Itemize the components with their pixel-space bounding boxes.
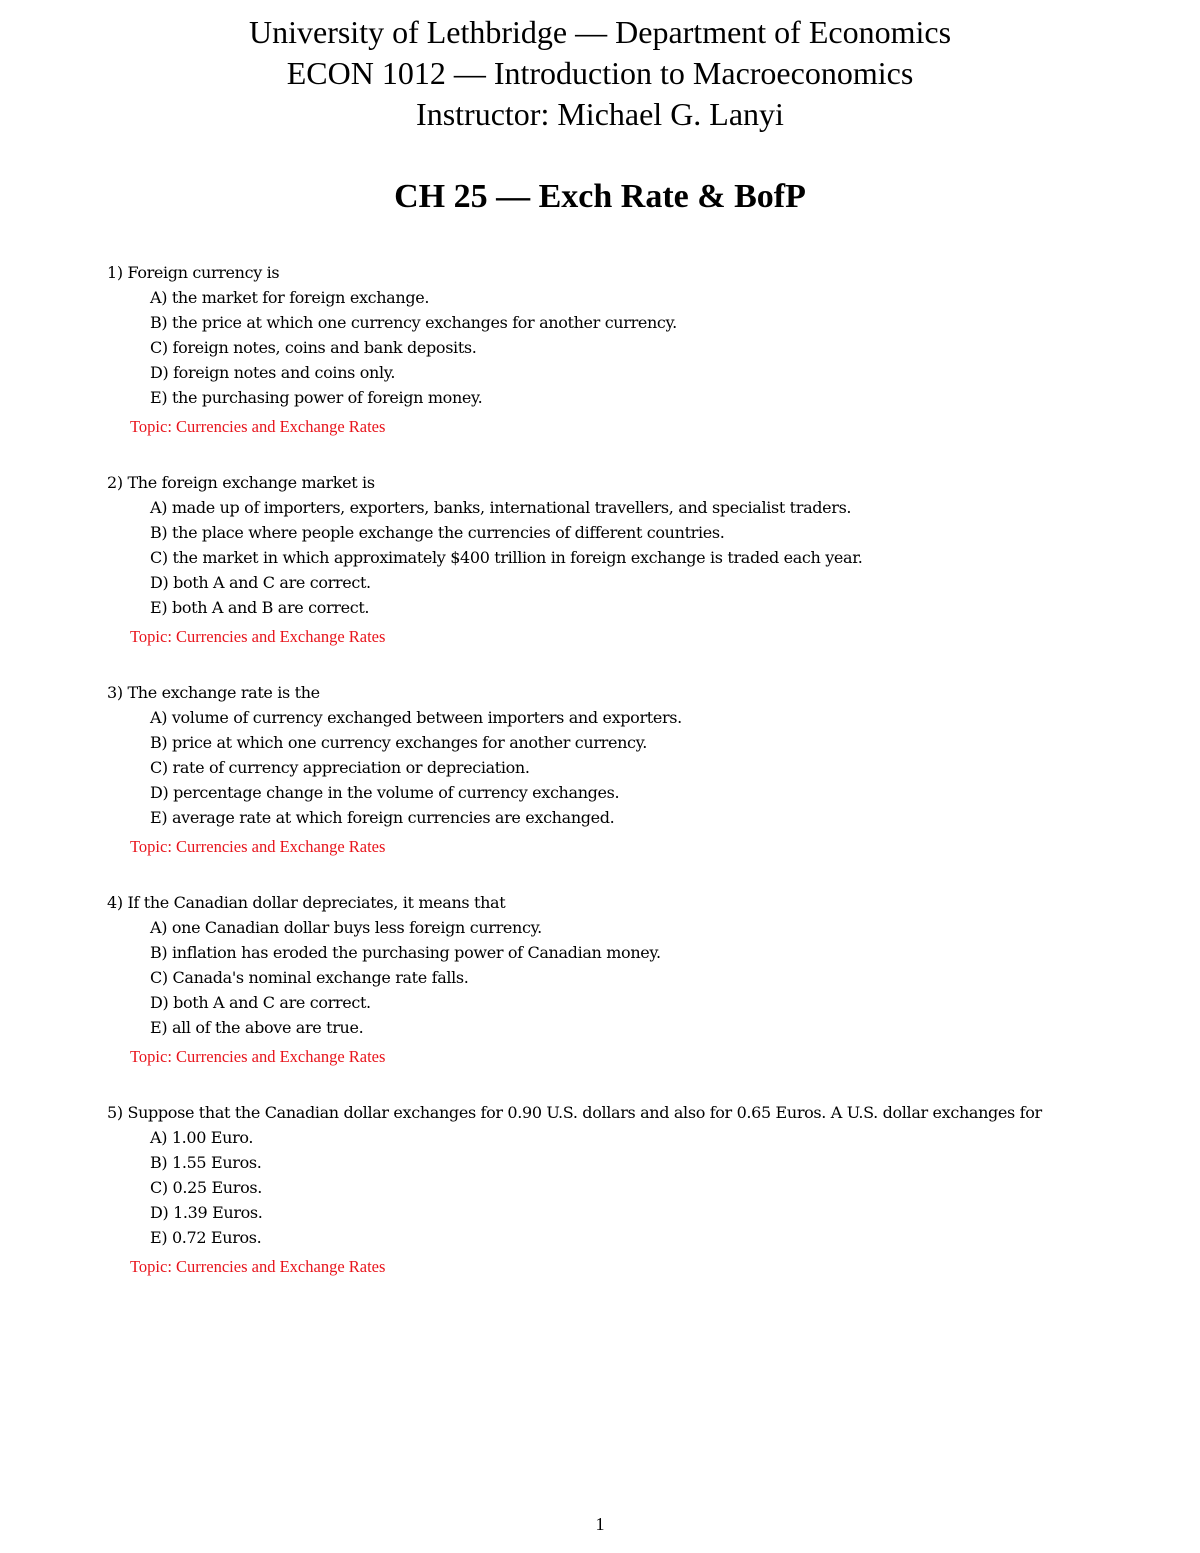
answer-option-e: E) the purchasing power of foreign money.: [150, 388, 483, 407]
answer-options: [150, 705, 682, 830]
answer-option-a: A) the market for foreign exchange.: [150, 288, 430, 307]
question-topic: Topic: Currencies and Exchange Rates: [130, 1047, 386, 1066]
answer-options: [150, 915, 661, 1040]
answer-option-c: C) rate of currency appreciation or depreciation.: [150, 758, 530, 777]
answer-option-d: D) percentage change in the volume of currency exchanges.: [150, 783, 620, 802]
course-header: [0, 12, 1200, 135]
question-topic: Topic: Currencies and Exchange Rates: [130, 627, 386, 646]
answer-option-d: D) foreign notes and coins only.: [150, 363, 396, 382]
answer-option-a: A) 1.00 Euro.: [150, 1128, 254, 1147]
question-stem: 3) The exchange rate is the: [107, 683, 320, 702]
answer-option-e: E) all of the above are true.: [150, 1018, 364, 1037]
answer-option-d: D) both A and C are correct.: [150, 573, 371, 592]
question-topic: Topic: Currencies and Exchange Rates: [130, 837, 386, 856]
answer-option-a: A) made up of importers, exporters, banks, international travellers, and specialist traders.: [150, 498, 852, 517]
answer-option-d: D) 1.39 Euros.: [150, 1203, 263, 1222]
answer-options: [150, 495, 862, 620]
question-stem: 2) The foreign exchange market is: [107, 473, 375, 492]
question-topic: Topic: Currencies and Exchange Rates: [130, 417, 386, 436]
question-stem: 5) Suppose that the Canadian dollar exchanges for 0.90 U.S. dollars and also for 0.65 Euros. A U.S. dollar exchanges for: [107, 1103, 1042, 1122]
answer-option-b: B) the price at which one currency exchanges for another currency.: [150, 313, 677, 332]
answer-options: [150, 285, 677, 410]
answer-option-c: C) Canada's nominal exchange rate falls.: [150, 968, 469, 987]
answer-option-b: B) the place where people exchange the currencies of different countries.: [150, 523, 725, 542]
instructor-line: Instructor: Michael G. Lanyi: [416, 96, 784, 132]
page-number: 1: [595, 1514, 605, 1534]
answer-option-e: E) average rate at which foreign currencies are exchanged.: [150, 808, 615, 827]
university-department-line: University of Lethbridge — Department of Economics: [248, 14, 952, 50]
course-title-line: ECON 1012 — Introduction to Macroeconomics: [286, 55, 914, 91]
answer-option-a: A) volume of currency exchanged between importers and exporters.: [150, 708, 682, 727]
answer-option-a: A) one Canadian dollar buys less foreign currency.: [150, 918, 542, 937]
answer-option-e: E) both A and B are correct.: [150, 598, 370, 617]
answer-option-d: D) both A and C are correct.: [150, 993, 371, 1012]
answer-option-e: E) 0.72 Euros.: [150, 1228, 262, 1247]
answer-option-b: B) 1.55 Euros.: [150, 1153, 262, 1172]
answer-options: [150, 1125, 263, 1250]
question-stem: 4) If the Canadian dollar depreciates, it means that: [107, 893, 506, 912]
question-topic: Topic: Currencies and Exchange Rates: [130, 1257, 386, 1276]
question-stem: 1) Foreign currency is: [107, 263, 280, 282]
chapter-title: CH 25 — Exch Rate & BofP: [394, 178, 806, 215]
answer-option-c: C) the market in which approximately $400 trillion in foreign exchange is traded each year.: [150, 548, 863, 567]
answer-option-b: B) inflation has eroded the purchasing power of Canadian money.: [150, 943, 661, 962]
answer-option-b: B) price at which one currency exchanges for another currency.: [150, 733, 647, 752]
answer-option-c: C) foreign notes, coins and bank deposits.: [150, 338, 477, 357]
answer-option-c: C) 0.25 Euros.: [150, 1178, 262, 1197]
